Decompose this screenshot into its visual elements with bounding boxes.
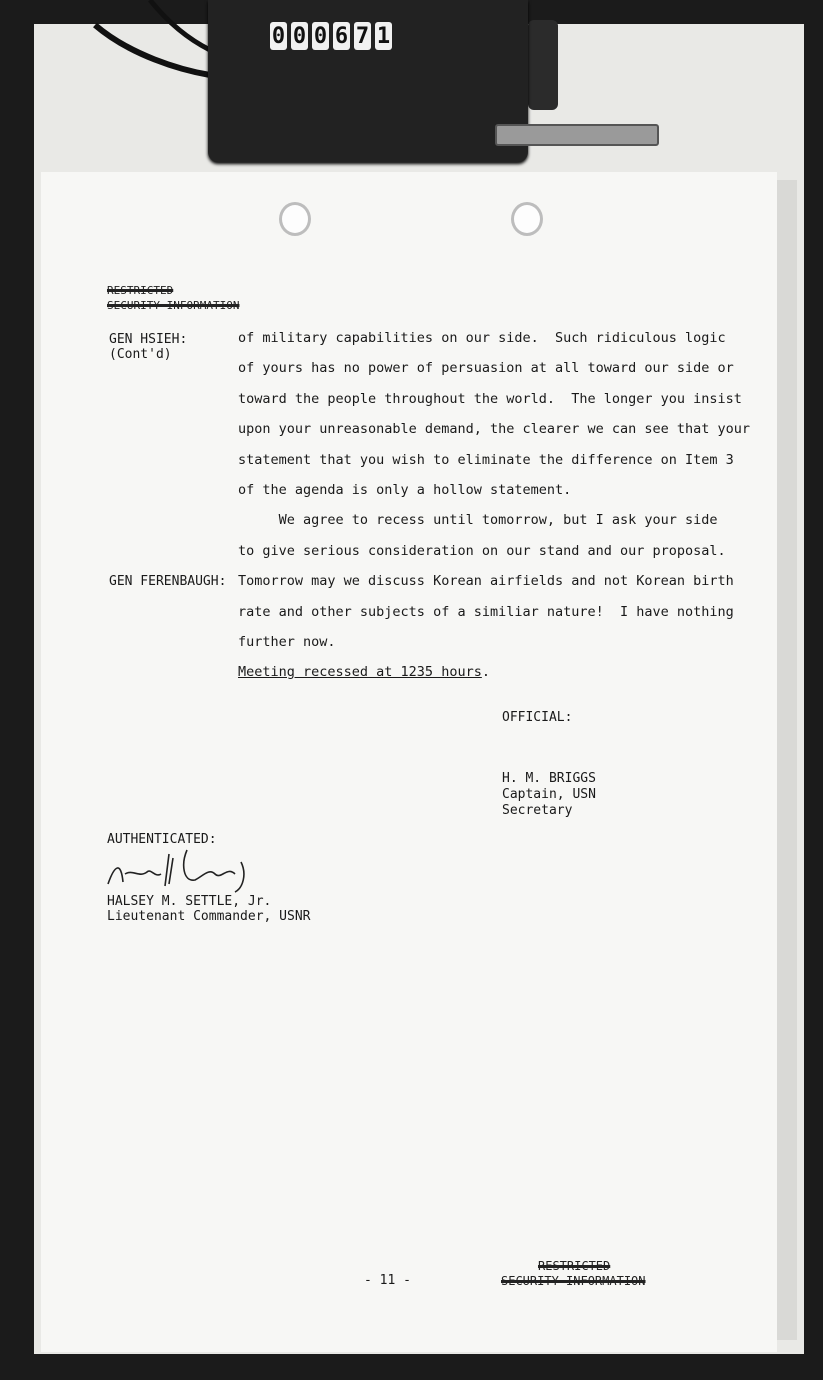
authenticated-name: HALSEY M. SETTLE, Jr. — [107, 894, 272, 909]
body-line: rate and other subjects of a similiar nature! I have nothing — [238, 604, 734, 620]
footer-stamp-security: SECURITY INFORMATION — [501, 1274, 646, 1288]
footer-stamp-restricted: RESTRICTED — [538, 1259, 611, 1273]
counter-plate — [495, 124, 659, 146]
punch-hole — [511, 202, 543, 236]
speaker-hsieh-cont: (Cont'd) — [109, 347, 172, 362]
counter-digit: 7 — [355, 23, 370, 49]
authenticated-label: AUTHENTICATED: — [107, 832, 217, 847]
body-line: toward the people throughout the world. The longer you insist — [238, 391, 742, 407]
official-name: H. M. BRIGGS — [502, 771, 596, 786]
body-line: of military capabilities on our side. Such ridiculous logic — [238, 330, 726, 346]
recess-note-text: Meeting recessed at 1235 hours — [238, 664, 482, 680]
counter-digit: 1 — [376, 23, 391, 49]
authenticated-rank: Lieutenant Commander, USNR — [107, 909, 311, 924]
recess-note-period: . — [481, 664, 490, 680]
body-line: further now. — [238, 634, 336, 650]
recess-note — [238, 664, 490, 680]
body-line: upon your unreasonable demand, the clearer we can see that your — [238, 421, 751, 437]
page-edge — [775, 180, 797, 1340]
punch-hole — [279, 202, 311, 236]
counter-digit: 6 — [334, 23, 349, 49]
body-line: We agree to recess until tomorrow, but I ask your side — [238, 512, 718, 528]
body-line: of the agenda is only a hollow statement. — [238, 482, 572, 498]
header-stamp-security: SECURITY INFORMATION — [107, 299, 240, 312]
official-label: OFFICIAL: — [502, 710, 573, 725]
official-rank: Captain, USN — [502, 787, 596, 802]
body-line: statement that you wish to eliminate the difference on Item 3 — [238, 452, 734, 468]
counter-digit: 0 — [271, 23, 286, 49]
counter-digit: 0 — [292, 23, 307, 49]
official-title: Secretary — [502, 803, 573, 818]
counter-digits — [270, 22, 392, 54]
body-line: Tomorrow may we discuss Korean airfields and not Korean birth — [238, 573, 734, 589]
page-number: - 11 - — [364, 1273, 411, 1288]
speaker-ferenbaugh: GEN FERENBAUGH: — [109, 574, 227, 589]
body-line: to give serious consideration on our stand and our proposal. — [238, 543, 726, 559]
counter-digit: 0 — [313, 23, 328, 49]
document-page — [41, 172, 777, 1352]
body-line: of yours has no power of persuasion at all toward our side or — [238, 360, 734, 376]
speaker-hsieh: GEN HSIEH: — [109, 332, 188, 347]
counter-bracket — [528, 20, 558, 110]
handwritten-signature — [103, 844, 273, 894]
header-stamp-restricted: RESTRICTED — [107, 284, 174, 297]
